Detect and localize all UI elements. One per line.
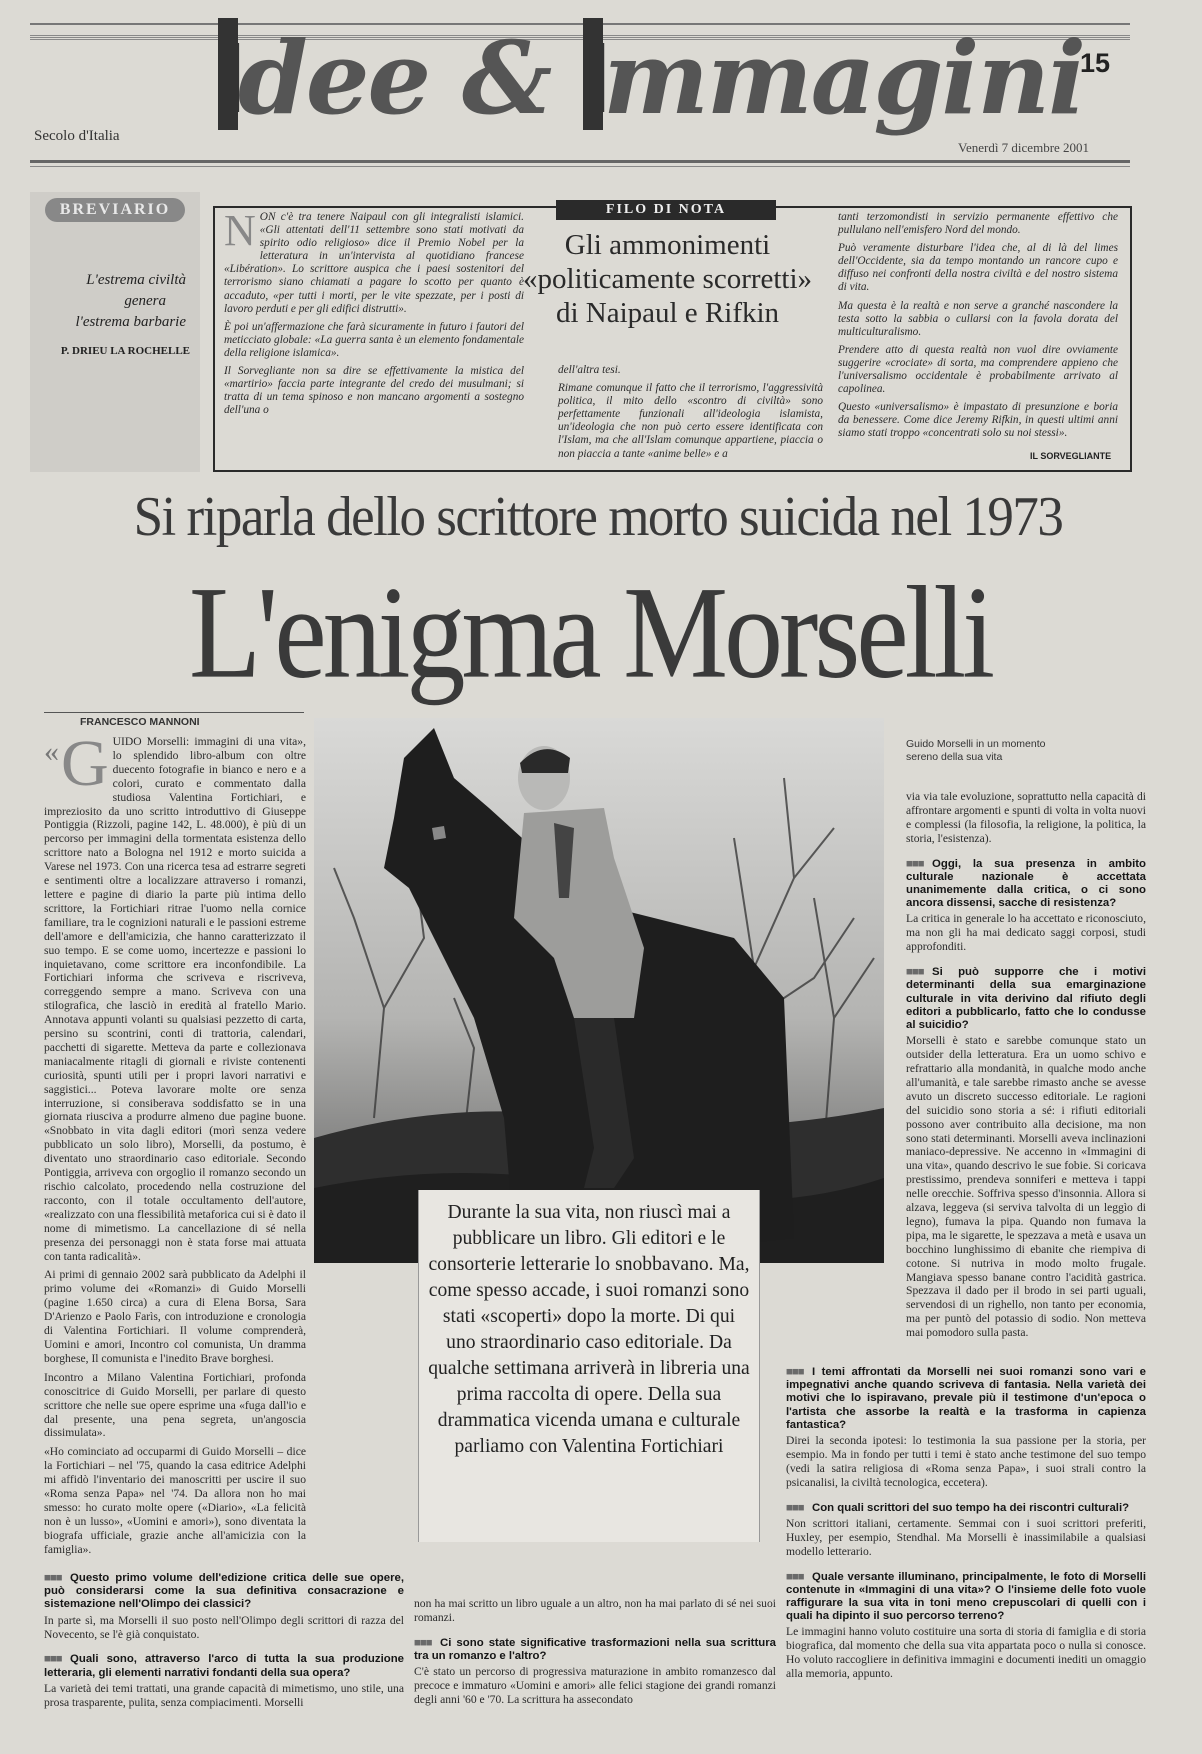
question-text: Con quali scrittori del suo tempo ha dei riscontri culturali? (812, 1501, 1130, 1514)
article-left-column (44, 727, 306, 1588)
section-title-big-i: I (218, 18, 238, 130)
filo-paragraph: Ma questa è la realtà e non serve a granché nascondere la testa sotto la sabbia o cullarsi con la favola dorata del multiculturalismo. (838, 299, 1118, 338)
breviario-quote-line: L'estrema civiltà (86, 272, 186, 288)
filo-title-line: «politicamente scorretti» (522, 263, 813, 295)
filo-di-nota-title (520, 228, 815, 330)
interview-question: ■■■ Con quali scrittori del suo tempo ha dei riscontri culturali? (786, 1501, 1130, 1514)
interview-answer: Direi la seconda ipotesi: lo testimonia la sua passione per la storia, per esempio. Ma in fondo per tutti i temi è stato anche testimone del suo tempo (vedi la satira religiosa di «Roma senza Papa», i suoi strali contro la psicanalisi, la civiltà tecnologica, eccetera). (786, 1434, 1146, 1489)
filo-title-line: di Naipaul e Rifkin (555, 297, 780, 329)
article-paragraph: via via tale evoluzione, soprattutto nella capacità di affrontare argomenti e spunti di volta in volta nuovi e complessi (la filosofia, la religione, la politica, la storia, l'esistenza). (906, 790, 1146, 845)
interview-answer: Non scrittori italiani, certamente. Semmai con i suoi scrittori preferiti, Huxley, per esempio, Stendhal. Ma Morselli è inassimilabile a qualsiasi modello letterario. (786, 1516, 1146, 1558)
breviario-quote-line: l'estrema barbarie (75, 314, 186, 330)
article-paragraph: Ai primi di gennaio 2002 sarà pubblicato da Adelphi il primo volume dei «Romanzi» di Guido Morselli (pagine 1.650 circa) a cura di Elena Borsa, Sara D'Arienzo e Paolo Farìs, con introduzione e cronologia di Valentina Fortichiari. Il volume comprenderà, Uomini e amori, Incontro col comunista, Un dramma borghese, Il comunista e l'inedito Brave borghesi. (44, 1268, 306, 1365)
breviario-author: P. DRIEU LA ROCHELLE (60, 345, 190, 357)
filo-paragraph: È poi un'affermazione che farà sicuramente in futuro i fautori del meticciato globale: «La guerra santa è un elemento fondamentale della religione islamica». (224, 320, 524, 359)
photo-morselli-horse (314, 718, 884, 1263)
article-byline: FRANCESCO MANNONI (80, 716, 200, 728)
issue-date: Venerdì 7 dicembre 2001 (958, 140, 1090, 155)
filo-drop-cap: N (224, 206, 256, 255)
filo-paragraph: Può veramente disturbare l'idea che, al di là del limes dell'Occidente, sia da tempo montando un rancore cupo e diffuso nei confronti della nostra civiltà e del nostro sistema di vita. (838, 242, 1118, 294)
interview-answer: La critica in generale lo ha accettato e riconosciuto, ma non gli ha mai dedicato saggi corposi, studi approfonditi. (906, 912, 1146, 954)
filo-paragraph: Il Sorvegliante non sa dire se effettivamente la mistica del «martirio» faccia parte integrante del credo dei musulmani; si tratta di un tema spinoso e non mancano argomenti a sostegno dell'una o (224, 365, 524, 417)
article-paragraph: Incontro a Milano Valentina Fortichiari, profonda conoscitrice di Guido Morselli, per parlare di questo scrittore che nelle sue opere esprime una «fuga dall'io e dal presente, una pena segreta, un'angoscia dissimulata». (44, 1370, 306, 1440)
section-title (218, 18, 1084, 150)
filo-paragraph: Questo «universalismo» è impastato di presunzione e boria da benessere. Come dice Jeremy Rifkin, in questi ultimi anni siamo stati troppo «concentrati solo su noi stessi». (838, 401, 1118, 440)
breviario-box (30, 192, 200, 472)
newspaper-name: Secolo d'Italia (34, 128, 120, 144)
article-paragraph: UIDO Morselli: immagini di una vita», lo splendido libro-album con oltre duecento fotografie in bianco e nero e a colori, curato e commentato dalla studiosa Valentina Fortichiari, e impreziosito da uno scritto introduttivo di Giuseppe Pontiggia (Rizzoli, pagine 142, L. 48.000), è più di un percorso per immagini della tormentata esistenza dello scrittore nato a Bologna nel 1912 e morto suicida a Varese nel 1973. Con una ricerca tesa ad estrarre segreti e sentimenti oltre a localizzare attraverso i romanzi, lettere e pagine di diario la parte più intima dello scrittore, la Fortichiari ritrae l'uomo nella cornice familiare, tra le cognizioni naturali e le passioni estreme dell'amore e dell'amicizia, che hanno caratterizzato il suo tempo. E se come uomo, incertezze e passioni lo inquietavano, come scrittore era inconfondibile. La Fortichiari informa che scriveva e riscriveva, correggendo sempre a mano. Scriveva con una stilografica, che lasciò in eredità al fratello Mario. Annotava appunti volanti su qualsiasi pezzetto di carta, persino su scontrini, conti di trattoria, calendari, pacchetti di sigarette. Metteva da parte e collezionava maniacalmente ritagli di giornali e riviste contenenti curiosità, spunti utili per i propri lavori narrativi e saggistici... Poteva lavorare molte ore senza interruzione, si consiberava soddisfatto se in una giornata riusciva a produrre almeno due pagine buone. «Snobbato in vita dagli editori (morì senza vedere pubblicato un solo libro), Morselli, da postumo, è diventato uno straordinario caso editoriale. Secondo Pontiggia, arriveva con orgoglio il romanzo secondo un rischio calcolato, procedendo nella costruzione del racconto, con il totale occultamento dell'autore, «realizzato con una flessibilità metaforica cui si è dato il nome di mimetismo. La cancellazione di sé nella presenza dei personaggi non è stata forse mai attuata con tanta radicalità». (44, 735, 306, 1263)
question-text: Si può supporre che i motivi determinanti della sua emarginazione culturale in vita derivino dal rifiuto degli editori a pubblicarlo, fatto che lo condusse al suicidio? (906, 966, 1146, 1031)
filo-paragraph: Rimane comunque il fatto che il terrorismo, l'aggressività politica, il mito dello «scontro di civiltà» sono perfettamente funzionali all'ideologia islamista, un'ideologia che non può certo essere identificata con l'Islam, ma che all'Islam comunque appartiene, piaccia o non piaccia a tante «anime belle» e a (558, 382, 823, 460)
article-right-column-lower (786, 1272, 1146, 1750)
question-text: Questo primo volume dell'edizione critica delle sue opere, può considerarsi come la sua definitiva consacrazione e sistemazione nell'Olimpo dei classici? (44, 1572, 404, 1611)
breviario-label: BREVIARIO (45, 198, 185, 222)
interview-question: ■■■ Ci sono state significative trasformazioni nella sua scrittura tra un romanzo e l'altro? (414, 1636, 776, 1663)
article-middle-column (414, 1597, 776, 1747)
filo-col-1 (224, 206, 524, 463)
interview-question: ■■■ Oggi, la sua presenza in ambito culturale nazionale è accettata unanimemente dalla critica, o ci sono ancora dissensi, sacche di resistenza? (906, 857, 1146, 910)
filo-paragraph: tanti terzomondisti in servizio permanente effettivo che pullulano nell'emisfero Nord del mondo. (838, 211, 1118, 237)
article-paragraph: «Ho cominciato ad occuparmi di Guido Morselli – dice la Fortichiari – nel '75, quando la casa editrice Adelphi mi affidò l'inventario dei manoscritti per uscire il suo «Roma senza Papa» nel '74. Da allora non ho mai smesso: ho curato molte opere («Diario», «La felicità non è un lusso», «Uomini e amori»), sono diventata la biografa ufficiale, grazie anche all'amicizia con la famiglia». (44, 1445, 306, 1556)
question-text: Oggi, la sua presenza in ambito culturale nazionale è accettata unanimemente dalla critica, o ci sono ancora dissensi, sacche di resistenza? (906, 857, 1146, 910)
article-pullquote (418, 1190, 760, 1542)
interview-question: ■■■ Quali sono, attraverso l'arco di tutta la sua produzione letteraria, gli elementi narrativi fondanti della sua opera? (44, 1653, 404, 1679)
article-paragraph: non ha mai scritto un libro uguale a un altro, non ha mai parlato di sé nei suoi romanzi. (414, 1597, 776, 1624)
filo-col-3 (838, 211, 1118, 443)
drop-quote: « (44, 735, 59, 768)
article-right-column (906, 790, 1146, 1340)
filo-paragraph: Prendere atto di questa realtà non vuol dire ovviamente suggerire «crociate» di sorta, ma comprendere appieno che l'universalismo occidentale è probabilmente arrivato al capolinea. (838, 343, 1118, 396)
section-title-part-2: mmagini (603, 19, 1085, 137)
filo-title-line: Gli ammonimenti (564, 229, 771, 261)
question-text: Quale versante illuminano, principalmente, le foto di Morselli contenute in «Immagini di una vita»? O l'insieme delle foto vuole raffigurare la sua vita in toni meno crepuscolari di quelli con i quali ha dipinto il suo percorso terreno? (786, 1570, 1146, 1623)
interview-answer: C'è stato un percorso di progressiva maturazione in ambito romanzesco dal precoce e immaturo «Uomini e amori» alle felici stagione dei grandi romanzi degli anni '60 e '70. La scrittura ha assecondato (414, 1665, 776, 1707)
interview-question: ■■■ Quale versante illuminano, principalmente, le foto di Morselli contenute in «Immagini di una vita»? O l'insieme delle foto vuole raffigurare la sua vita in toni meno crepuscolari di quelli con i quali ha dipinto il suo percorso terreno? (786, 1570, 1146, 1623)
photo-caption: Guido Morselli in un momento sereno della sua vita (906, 738, 1046, 763)
question-text: I temi affrontati da Morselli nei suoi romanzi sono vari e impegnativi anche quando scriveva di fantasia. Nella varietà dei motivi che lo ispiravano, prevale più il testimone d'un'epoca o l'artista che assorbe la realtà e la trasforma in capienza fantastica? (786, 1366, 1146, 1431)
breviario-quote-line: genera (124, 293, 166, 309)
question-text: Quali sono, attraverso l'arco di tutta la sua produzione letteraria, gli elementi narrativi fondanti della sua opera? (44, 1653, 404, 1679)
filo-signature: IL SORVEGLIANTE (1030, 451, 1112, 461)
filo-paragraph: dell'altra tesi. (558, 364, 621, 376)
interview-question: ■■■ Si può supporre che i motivi determinanti della sua emarginazione culturale in vita derivino dal rifiuto degli editori a pubblicarlo, fatto che lo condusse al suicidio? (906, 966, 1146, 1031)
page-number: 15 (1080, 48, 1111, 78)
pullquote-text: Durante la sua vita, non riuscì mai a pubblicare un libro. Gli editori e le consorterie letterarie lo snobbavano. Ma, come spesso accade, i suoi romanzi sono stati «scoperti» dopo la morte. Di qui uno straordinario caso editoriale. Da qualche settimana arriverà in libreria una prima raccolta di opere. Della sua drammatica vicenda umana e culturale parliamo con Valentina Fortichiari (428, 1202, 750, 1457)
section-title-big-i-2: I (583, 18, 603, 130)
interview-answer: Morselli è stato e sarebbe comunque stato un outsider della letteratura. Era un uomo schivo e refrattario alla mondanità, in qualche modo anche all'umanità, e tale sarebbe rimasto anche se avesse avuto un discreto successo editoriale. Le ragioni del suicidio sono storia a sé: i rifiuti editoriali possono aver contribuito alla decisione, ma non sono stati determinanti. Morselli aveva inclinazioni maniaco-depressive. Ne accenno in «Immagini di una vita», quando descrivo le sue fobie. Si coricava prestissimo, prendeva sonniferi e metteva i tappi nelle orecchie. Soffriva spesso d'insonnia. Allora si alzava, leggeva (si serviva talvolta di un leggìo di legno), fumava la pipa. Quando non fumava la pipa, ma le sigarette, le spezzava a metà e usava un bocchino lunghissimo di ebanite che riempiva di cotone. Si nutriva in modo molto frugale. Mangiava spesso banane contro l'acidità gastrica. Spezzava il dado per il brodo in sei parti uguali, servendosi di un righello, non tanto per economia, ma per puntò del potassio di sodio. Non metteva mai pomodoro sulla pasta. (906, 1034, 1146, 1340)
interview-question: ■■■ I temi affrontati da Morselli nei suoi romanzi sono vari e impegnativi anche quando scriveva di fantasia. Nella varietà dei motivi che lo ispiravano, prevale più il testimone d'un'epoca o l'artista che assorbe la realtà e la trasforma in capienza fantastica? (786, 1366, 1146, 1431)
filo-paragraph: ON c'è tra tenere Naipaul con gli integralisti islamici. «Gli attentati dell'11 settembre sono stati motivati da spirito odio religioso» dice il Premio Nobel per la letteratura in un'intervista al quotidiano francese «Libération». Lo scrittore auspica che i paesi sostenitori del terrorismo siano chiamati a pagare lo scotto per quanto è accaduto, «per tutti i morti, per le vite spezzate, per i posti di lavoro perduti e per gli edifici distrutti». (224, 211, 524, 315)
article-headline: L'enigma Morselli (188, 559, 992, 706)
section-title-part-1: dee & (238, 19, 551, 137)
article-left-qa (44, 1560, 404, 1750)
interview-answer: In parte sì, ma Morselli il suo posto nell'Olimpo degli scrittori di razza del Novecento, se l'è già conquistato. (44, 1613, 404, 1641)
article-kicker: Si riparla dello scrittore morto suicida nel 1973 (133, 486, 1063, 548)
interview-question: ■■■ Questo primo volume dell'edizione critica delle sue opere, può considerarsi come la sua definitiva consacrazione e sistemazione nell'Olimpo dei classici? (44, 1572, 404, 1611)
interview-answer: La varietà dei temi trattati, una grande capacità di mimetismo, uno stile, una prosa trasparente, pulita, senza compiacimenti. Morselli (44, 1681, 404, 1709)
drop-cap: G (61, 727, 109, 800)
interview-answer: Le immagini hanno voluto costituire una sorta di storia di famiglia e di storia biografica, dal momento che della sua vita appartata poco o nulla si conosce. Ho voluto raccogliere in definitiva immagini e documenti inediti un omaggio alla memoria, appunto. (786, 1625, 1146, 1681)
filo-di-nota-label: FILO DI NOTA (556, 200, 776, 220)
filo-col-2 (558, 364, 823, 464)
question-text: Ci sono state significative trasformazioni nella sua scrittura tra un romanzo e l'altro? (414, 1636, 776, 1663)
photo-illustration (314, 718, 884, 1263)
